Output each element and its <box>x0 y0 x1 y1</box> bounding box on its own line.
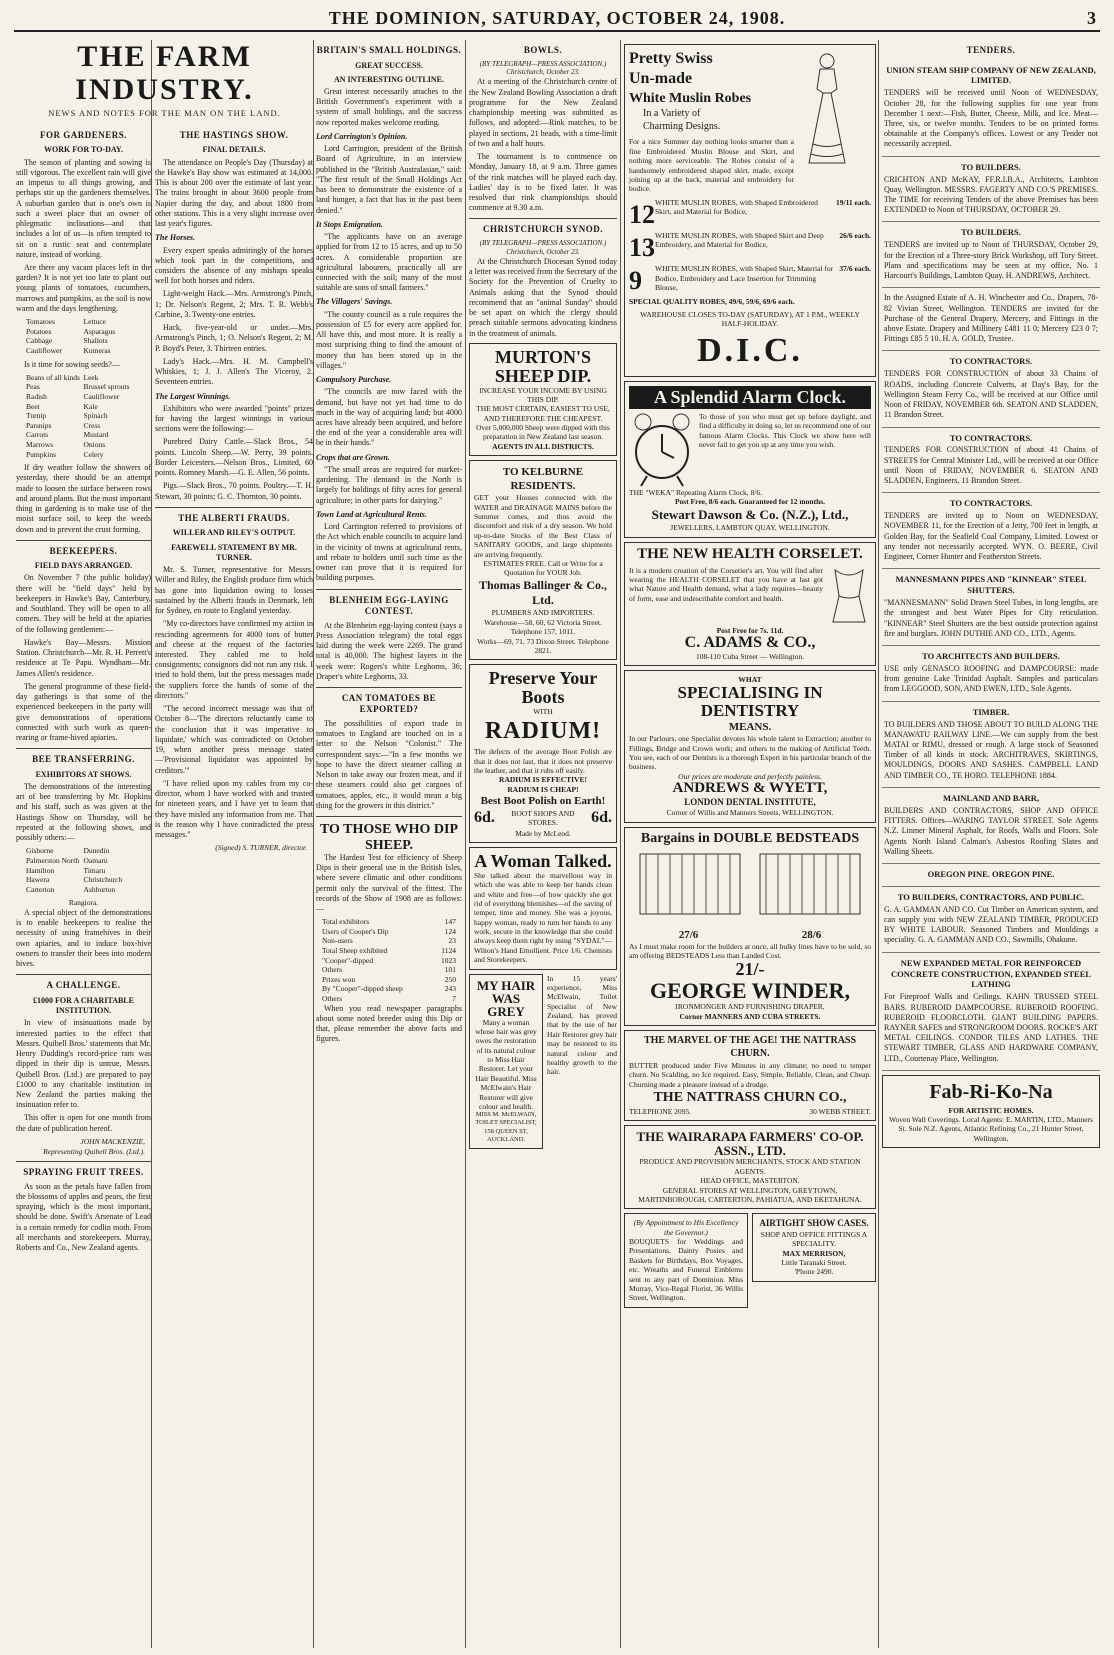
dip-ad-title: TO THOSE WHO DIP SHEEP. <box>319 822 459 853</box>
bowls-heading: BOWLS. <box>523 45 563 55</box>
alarm-clock-ad: A Splendid Alarm Clock. To those of you who must get up before daylight, and find a difficulty in doing so, let us recommend one of our famous Alarm Clocks. This Clock we show here will never fail to get you up at any time you wish. THE "WEKA" Repeating Alarm Clock, 8/6. Post Free, 8/6 each. Guaranteed for 12 months. Stewart Dawson & Co. (N.Z.), Ltd., JEWELLERS, LAMBTON QUAY, WELLINGTON. <box>624 381 876 538</box>
tender-item: UNION STEAM SHIP COMPANY OF NEW ZEALAND, LIMITED. TENDERS will be received until Noon of WEDNESDAY, October 28, for the following supplies for one year from December 1 next:—Fish, Butter, Cheese, Milk, and Ice. Meat—Three, six, or twelve months. Tenders to be on printed forms obtainable at the Company's offices. Lowest or any Tender not necessarily accepted. <box>882 60 1100 157</box>
column-rule <box>313 40 314 1648</box>
woman-talked-ad: A Woman Talked. She talked about the marvellous way in which she was able to keep her hands clean and white and free—of how quickly she got rid of everything blemishes—of the saving of temper, time and money. She was a joyous, happy woman, ready to turn her hands to any work, secure in the knowledge that she could always keep them right by using "SYDAL"—Wilton's Hand Emollient. Price 1/6. Chemists and Storekeepers. <box>469 847 617 970</box>
paragraph: "The applicants have on an average applied for from 12 to 15 acres, and up to 50 acres. A considerable proportion are agricultural labourers, practically all are connected with the soil; many of the most suitable are sons of small farmers." <box>316 232 462 293</box>
dress-illustration-icon <box>787 49 867 167</box>
tender-item: MANNESMANN PIPES AND "KINNEAR" STEEL SHUTTERS. "MANNESMANN" Solid Drawn Steel Tubes, in long lengths, are the strongest and best Water Pipes for City reticulation. "KINNEAR" Steel Shutters are the best outside protection against fire and burglars. JOHN DUTHIE AND CO., LTD., Agents. <box>882 569 1100 646</box>
paragraph: At the Christchurch Diocesan Synod today a letter was received from the Secretary of the Society for the Prevention of Cruelty to Animals asking that the Synod should recommend that an "animal Sunday" should be set apart on which the clergy should preach suitable sermons advocating kindness in the treatment of animals. <box>469 256 617 338</box>
tender-item: TO BUILDERS. CRICHTON AND McKAY, FF.R.I.B.A., Architects, Lambton Quay, Wellington. MESSRS. FAGERTY AND CO.'S PREMISES. The TIME for receiving Tenders of the above Premises has been EXTENDED to Noon of THURSDAY, OCTOBER 29. <box>882 157 1100 223</box>
paragraph: The tournament is to commence on Monday, January 18, at 9 a.m. Three games of the rink matches will be played each day. Ladies' day is to be fixed later. It was resolved that rink championships should commence at 9.30 a.m. <box>469 152 617 213</box>
paragraph: The possibilities of export trade in tomatoes to England are touched on in a letter to the Nelson "Colonist." The correspondent says:—"In a few months we hope to have the direct steamer calling at Nelson to take away our frozen meat, and if these steamers could also get cargoes of tomatoes, apples, etc., it would mean a big thing for the growers in this district." <box>316 719 462 810</box>
paragraph: Hawke's Bay—Messrs. Mission Station. Christchurch—Mr. R. H. Perrett's residence at Te Papu. Wyndham—Mr. James Allen's residence. <box>16 637 151 678</box>
advertisements-column <box>624 40 876 1648</box>
gardeners-heading: FOR GARDENERS. <box>39 129 127 140</box>
farm-subtitle: NEWS AND NOTES FOR THE MAN ON THE LAND. <box>48 108 281 118</box>
bedstead-illustration-icon <box>632 846 868 924</box>
synod-heading: CHRISTCHURCH SYNOD. <box>482 224 603 235</box>
paragraph: "The county council as a rule requires the possession of £5 for every acre applied for. All have this, and most more. It is really a most surprising thing to find the amount of money that has been stored up in the villages." <box>316 309 462 370</box>
fabrikona-ad: Fab-Ri-Ko-Na FOR ARTISTIC HOMES. Woven Wall Coverings. Local Agents: E. MARTIN, LTD., Manners St. Sole N.Z. Agents, Atlantic Refining Co., 21 Hunter Street, Wellington. <box>882 1075 1100 1148</box>
paragraph: Is it time for sowing seeds?— <box>24 359 120 369</box>
paragraph: When you read newspaper paragraphs about some noted breeder using this Dip or that, please remember the above facts and figures. <box>316 1003 462 1044</box>
tender-item: TO CONTRACTORS. TENDERS FOR CONSTRUCTION of about 41 Chains of STREETS for Central Minister Ltd., will be received at our Office until Noon of FRIDAY, NOVEMBER 6. SEATON AND SLADDEN, Engineers, 11 Brandon Street. <box>882 428 1100 494</box>
paragraph: The demonstrations of the interesting art of bee transferring by Mr. Hopkins and his staff, such as was given at the Hastings Show on Thursday, will be repeated at the following shows, and possibly others:— <box>16 781 151 843</box>
tender-item: TO CONTRACTORS. TENDERS are invited up to Noon on WEDNESDAY, NOVEMBER 11, for the Erection of a Jetty, 700 feet in length, at Golden Bay, for the Seafield Coal Company, Limited. Lowest or any tender not necessarily accepted. WYN. O. BEERE, Civil Engineer, Corner Hunter and Featherston Streets. <box>882 493 1100 569</box>
paragraph: The attendance on People's Day (Thursday) at the Hawke's Bay show was estimated at 14,000. This is about 200 over the estimate of last year. The trains brought in about 3600 people from Napier during the day, and about 1800 from other stations. This is a very slight increase over last year's figures. <box>155 157 313 229</box>
tenders-column <box>882 40 1100 1648</box>
spraying-heading: SPRAYING FRUIT TREES. <box>23 1167 144 1178</box>
tomatoes-heading: CAN TOMATOES BE EXPORTED? <box>341 692 437 715</box>
hastings-heading: THE HASTINGS SHOW. <box>179 129 289 140</box>
paragraph: Hack, five-year-old or under.—Mrs. Armstrong's Pinch, 1; O. Nelson's Regent, 2; M. P. Boyd's Peter, 3. Thirteen entries. <box>155 323 313 353</box>
tender-item: TO BUILDERS, CONTRACTORS, AND PUBLIC. G. A. GAMMAN AND CO. Cut Timber on American system, and can supply you with NEW ZEALAND TIMBER, PRODUCED BY WHITE LABOUR. Seasoned Timbers and Mouldings a speciality. G. A. GAMMAN AND CO., Sawmills, Ohakune. <box>882 887 1100 953</box>
alarm-clock-icon <box>629 412 695 488</box>
seed-list-2: Beans of all kinds Peas Radish Beet Turnip Parsnips Carrots Marrows Pumpkins Leek Brussel sprouts Cauliflower Kale Spinach Cress Mustard Onions Celery <box>26 372 130 459</box>
paragraph: At a meeting of the Christchurch centre of the New Zealand Bowling Association a draft programme for the New Zealand championship meeting was submitted as follows, and adopted:—Rink matches, to be played in sections, 21 heads, with a time-limit of two and a half hours. <box>469 77 617 148</box>
paragraph: On November 7 (the public holiday) there will be "field days" held by beekeepers in Hawke's Bay, Canterbury, and Southland. They will be open to all comers. They will be held at the apiaries of the following gentlemen:— <box>16 573 151 634</box>
paragraph: Light-weight Hack.—Mrs. Armstrong's Pinch, 1; Dr. Nelson's Regent, 2; Mrs. T. R. Webb's Carbine, 3. Twenty-one entries. <box>155 289 313 319</box>
alberti-heading: THE ALBERTI FRAUDS. <box>178 512 290 523</box>
challenge-sub: £1000 FOR A CHARITABLE INSTITUTION. <box>33 995 134 1016</box>
farm-industry-section <box>16 40 313 1648</box>
paragraph: The season of planting and sowing is still vigorous. The excellent rain will give an impetus to all things growing, and perhaps stir up the gardeners themselves. A suburban garden that is one's own is such a sweet place that an owner of phlegmatic inclinations—and that includes a lot of us—is often tempted to sit on a rustic seat and contemplate nature, instead of working. <box>16 157 151 259</box>
paragraph: Exhibitors who were awarded "points" prizes for having the largest winnings in various sections were the following:— <box>155 403 313 434</box>
airtight-show-cases-ad: AIRTIGHT SHOW CASES. SHOP AND OFFICE FITTINGS A SPECIALITY. MAX MERRISON, Little Taranaki Street. 'Phone 2490. <box>752 1213 876 1281</box>
challenge-heading: A CHALLENGE. <box>46 980 121 991</box>
paragraph: "The second incorrect message was that of October 8—'The directors reluctantly came to the conclusion that it was imperative to liquidate,' which was contradicted on October 19, when another press message stated—'Provisional liquidator was appointed by creditors.'" <box>155 704 313 775</box>
exhibitors-heading: EXHIBITORS AT SHOWS. <box>35 769 132 779</box>
tenders-heading: TENDERS. <box>966 45 1016 55</box>
corset-icon <box>827 566 871 626</box>
tender-item: TO BUILDERS. TENDERS are invited up to Noon of THURSDAY, October 29, for the Erection of a Three-story Brick Workshop, off Tory Street. Plans and specifications may be seen at my office, No. 1 Harcourt's Buildings, Lambton Quay. H. ANDREWS, Architect. <box>882 222 1100 288</box>
paragraph: This offer is open for one month from the date of publication hereof. <box>16 1113 151 1133</box>
bee-transferring-heading: BEE TRANSFERRING. <box>32 754 135 765</box>
hastings-sub: FINAL DETAILS. <box>202 145 266 155</box>
beekeepers-heading: BEEKEEPERS. <box>49 545 118 556</box>
murton-sheep-dip-ad: MURTON'S SHEEP DIP. INCREASE YOUR INCOME BY USING THIS DIP. THE MOST CERTAIN, EASIEST TO USE, AND THEREFORE THE CHEAPEST. Over 5,000,000 Sheep were dipped with this preparation in New Zealand last season. AGENTS IN ALL DISTRICTS. <box>469 343 617 456</box>
field-days-heading: FIELD DAYS ARRANGED. <box>34 561 133 571</box>
paragraph: "The small areas are required for market-gardening. The demand in the North is largely for holdings of fifty acres for general agriculture; in other parts for dairying." <box>316 464 462 505</box>
swiss-muslin-ad: Pretty Swiss Un-made White Muslin Robes In a Variety of Charming Designs. For a nice Summer day nothing looks smarter than a fine Embroidered Muslin Blouse and Skirt, and nothing more serviceable. The Robes consist of a handsomely embroidered shaped skirt, made, except joining up at the back, material and embroidery for bodice. 12 WHITE MUSLIN ROBES, with Shaped Embroidered Skirt, and Material for Bodice, 19/11 each. 13 WHITE MUSLIN ROBES, with Shaped Skirt and Deep Embroidery, and Material for Bodice, 26/6 each. 9 WHITE MUSLIN ROBES, with Shaped Skirt, Material for Bodice, Embroidery and Lace Insertion for Trimming Blouse, 37/6 each. SPECIAL QUALITY ROBES, 49/6, 59/6, 69/6 each. WAREHOUSE CLOSES TO-DAY (SATURDAY), AT 1 P.M., WEEKLY HALF-HOLIDAY. D.I.C. <box>624 44 876 377</box>
paragraph: A special object of the demonstrations is to enable beekeepers to realise the necessity of using framehives in their own apiaries, and to induce box-hive owners to transfer their bees into modern hives. <box>16 907 151 969</box>
grey-hair-ad: MY HAIR WAS GREY Many a woman whose hair was grey owes the restoration of its natural colour to Miss Hair Restorer. Let your Hair Beautiful. Miss McElwain's Hair Restorer will give colour and health. MISS M. McELWAIN, TOILET SPECIALIST, 158 QUEEN ST, AUCKLAND. <box>469 974 543 1149</box>
farm-column-2: THE HASTINGS SHOW. FINAL DETAILS. The attendance on People's Day (Thursday) at the Hawke's Bay show was estimated at 14,000. This is about 200 over the estimate of last year. The trains brought in about 3600 people from Napier during the day, and about 1800 from other stations. This is a very slight increase over last year's figures. The Horses. Every expert speaks admiringly of the horses which took part in the competitions, and considers the absence of any mishaps speaks well for both horses and riders. Light-weight Hack.—Mrs. Armstrong's Pinch, 1; Dr. Nelson's Regent, 2; Mrs. T. R. Webb's Carbine, 3. Twenty-one entries. Hack, five-year-old or under.—Mrs. Armstrong's Pinch, 1; O. Nelson's Regent, 2; M. P. Boyd's Peter, 3. Thirteen entries. Lady's Hack.—Mrs. H. M. Campbell's Whiskies, 1; J. J. Allen's The Viceroy, 2. Seventeen entries. The Largest Winnings. Exhibitors who were awarded "points" prizes for having the largest winnings in various sections were the following:— Purebred Dairy Cattle.—Slack Bros., 54 points. Lincoln Sheep.—W. Perry, 39 points. Border Leicesters.—Nelson Bros., Limited, 60 points. Romney Marsh.—G. E. Allen, 56 points. Pigs.—Slack Bros., 70 points. Poultry.—T. H. Stewart, 30 points; G. C. Thornton, 30 points. THE ALBERTI FRAUDS. WILLER AND RILEY'S OUTPUT. FAREWELL STATEMENT BY MR. TURNER. Mr. S. Turner, representative for Messrs. Willer and Riley, the English produce firm which has gone into liquidation owing to losses sustained by the Alberti frauds in Denmark, left for Sydney, en route to England yesterday. "My co-directors have confirmed my action in rescinding agreements for 4000 tons of butter and cheese at the request of the factories interested. They cabled me to hold consignments; consignors did not run any risk. I tried to hold them, but the press messages made the suppliers force the hands of some of the directors." "The second incorrect message was that of October 8—'The directors reluctantly came to the conclusion that it was imperative to liquidate,' which was contradicted on October 19, when another press message stated—'Provisional liquidator was appointed by creditors.'" "I have relied upon my cables from my co-director, whom I have worked with and trusted for nineteen years, and I have yet to learn that they have misled any information from me. That is the reason why I have contradicted the press messages." (Signed) S. TURNER, director. <box>155 129 313 853</box>
farm-title: THE FARM INDUSTRY. <box>75 40 254 106</box>
paragraph: The Hardest Test for efficiency of Sheep Dips is their general use in the British Isles, where severe climatic and other conditions permit only the survival of the fittest. The records of the Show of 1908 are as follows:— <box>316 852 462 914</box>
paragraph: At the Blenheim egg-laying contest (says a Press Association telegram) the total eggs laid during the week were 2269. The grand total is 40,000. The highest layers in the week were: Rogers's white Leghorns, 36; Draper's white Leghorns, 33. <box>316 620 462 681</box>
health-corselet-ad: THE NEW HEALTH CORSELET. It is a modern creation of the Corsetier's art. You will find after wearing the HEALTH CORSELET that you have at last got what Nature and Health demand, what a lady requires—beauty of form, ease and indescribable comfort and health. Post Free for 7s. 11d. C. ADAMS & CO., 108-110 Cuba Street — Wellington. <box>624 542 876 666</box>
paragraph: "I have relied upon my cables from my co-director, whom I have worked with and trusted for nineteen years, and I have yet to learn that they have misled any information from me. That is the reason why I have contradicted the press messages." <box>155 778 313 839</box>
dentistry-ad: WHAT SPECIALISING IN DENTISTRY MEANS. In our Parlours, one Specialist devotes his whole talent to Extraction; another to Fillings, Bridge and Crown work; and others to the making of Artificial Teeth. You see, each of our Dentists is a thorough Expert in his particular branch of the business. Our prices are moderate and perfectly painless. ANDREWS & WYETT, LONDON DENTAL INSTITUTE, Corner of Willis and Manners Streets, WELLINGTON. <box>624 670 876 823</box>
egg-contest-heading: BLENHEIM EGG-LAYING CONTEST. <box>329 594 449 617</box>
paragraph: "My co-directors have confirmed my action in rescinding agreements for 4000 tons of butter and cheese at the request of the factories interested. They cabled me to hold consignments; consignors did not run any risk. I tried to hold them, but the press messages made the suppliers force the hands of some of the directors." <box>155 619 313 700</box>
paragraph: Are there any vacant places left in the garden? It is not yet too late to plant out young plants of tomatoes, cucumbers, marrows and pumpkins, as the soil is now warm and the days lengthening. <box>16 262 151 313</box>
towns-list: Gisborne Palmerston North Hamilton Hawera Carterton Dunedin Oamaru Timaru Christchurch Ashburton <box>26 846 123 894</box>
column-rule <box>620 40 621 1648</box>
small-holdings-column: BRITAIN'S SMALL HOLDINGS. GREAT SUCCESS. AN INTERESTING OUTLINE. Great interest necessarily attaches to the British Government's experiment with a system of small holdings, and the success now reported makes welcome reading. Lord Carrington's Opinion. Lord Carrington, president of the British Board of Agriculture, in an interview published in the "British Australasian," said: "The first result of the Small Holdings Act has been to demonstrate the existence of a land hunger, a fact that has in the past been denied." It Stops Emigration. "The applicants have on an average applied for from 12 to 15 acres, and up to 50 acres. A considerable proportion are agricultural labourers, practically all are connected with the soil; many of the most suitable are sons of small farmers." The Villagers' Savings. "The county council as a rule requires the possession of £5 for every acre applied for. All have this, and most more. It is really a most surprising thing to find the amount of money that has been stored up in the villages." Compulsory Purchase. "The councils are now faced with the demand, but have not yet had time to do much in the way of acquiring land; but 4000 acres have already been acquired, and before the end of the year a considerable area will be in their hands." Crops that are Grown. "The small areas are required for market-gardening. The demand in the North is largely for holdings of fifty acres for general agriculture; in other parts for dairying." Town Land at Agricultural Rents. Lord Carrington referred to provisions of the Act which enable councils to acquire land in the vicinity of towns at agricultural rents, and rebate to holders until such time as the owner can prove that it is required for building purposes. BLENHEIM EGG-LAYING CONTEST. At the Blenheim egg-laying contest (says a Press Association telegram) the total eggs laid during the week were 2269. The grand total is 40,000. The highest layers in the week were: Rogers's white Leghorns, 36; Draper's white Leghorns, 33. CAN TOMATOES BE EXPORTED? The possibilities of export trade in tomatoes to England are touched on in a letter to the Nelson "Colonist." The correspondent says:—"In a few months we hope to have the direct steamer calling at Nelson to take away our frozen meat, and if these steamers could also get cargoes of tomatoes, apples, etc., it would mean a big thing for the growers in this district." TO THOSE WHO DIP SHEEP. The Hardest Test for efficiency of Sheep Dips is their general use in the British Isles, where severe climatic and other conditions permit only the survival of the fittest. The records of the Show of 1908 are as follows:— Total exhibitors 147 Users of Cooper's Dip 124 Non-users 23 Total Sheep exhibited 1124 "Cooper"-dipped 1023 Others 101 Prizes won 250 By "Cooper"-dipped sheep 243 Others 7 When you read newspaper paragraphs about some noted breeder using this Dip or that, please remember the above facts and figures. <box>316 45 462 1044</box>
tender-item: OREGON PINE. OREGON PINE. <box>882 864 1100 887</box>
page-number: 3 <box>1087 8 1096 28</box>
paragraph: In view of insinuations made by interested parties to the effect that Messrs. Quibell Bros.' statements that Mr. Henry Dudding's record-price ram was dipped in their dip is untrue, Messrs. Quibell Bros. (Ltd.) are prepared to pay £1000 to any charitable institution in New Zealand the parties making the insinuation refer to. <box>16 1018 151 1110</box>
farm-column-1: FOR GARDENERS. WORK FOR TO-DAY. The season of planting and sowing is still vigorous. The excellent rain will give an impetus to all things growing, and perhaps stir up the gardeners themselves. A suburban garden that is one's own is such a sweet place that an owner of phlegmatic inclinations—and that includes a lot of us—is often tempted to sit on a rustic seat and contemplate nature, instead of working. Are there any vacant places left in the garden? It is not yet too late to plant out young plants of tomatoes, cucumbers, marrows and pumpkins, as the soil is now warm and the days lengthening. Tomatoes Potatoes Cabbage Cauliflower Lettuce Asparagus Shallots Kumeras Is it time for sowing seeds?— Beans of all kinds Peas Radish Beet Turnip Parsnips Carrots Marrows Pumpkins Leek Brussel sprouts Cauliflower Kale Spinach Cress Mustard Onions Celery If dry weather follow the showers of yesterday, there should be an attempt made to loosen the surface between rows and around plants. But the most important thing in gardening is to make use of the moist surface soil, to keep the weeds down and to prevent the crust forming. BEEKEEPERS. FIELD DAYS ARRANGED. On November 7 (the public holiday) there will be "field days" held by beekeepers in Hawke's Bay, Canterbury, and Southland. They will be open to all comers. They will be held at the apiaries of the following gentlemen:— Hawke's Bay—Messrs. Mission Station. Christchurch—Mr. R. H. Perrett's residence at Te Papu. Wyndham—Mr. James Allen's residence. The general programme of these field-day gatherings is that some of the experienced beekeepers in the party will give demonstrations of operations connected with such work as queen-rearing or frame-hived apiaries. BEE TRANSFERRING. EXHIBITORS AT SHOWS. The demonstrations of the interesting art of bee transferring by Mr. Hopkins and his staff, such as was given at the Hastings Show on Thursday, will be repeated at the following shows, and possibly others:— Gisborne Palmerston North Hamilton Hawera Carterton Dunedin Oamaru Timaru Christchurch Ashburton Rangiora. A special object of the demonstrations is to enable beekeepers to realise the necessity of using framehives in their own apiaries, and to induce box-hive owners to transfer their bees into modern hives. A CHALLENGE. £1000 FOR A CHARITABLE INSTITUTION. In view of insinuations made by interested parties to the effect that Messrs. Quibell Bros.' statements that Mr. Henry Dudding's record-price ram was dipped in their dip is untrue, Messrs. Quibell Bros. (Ltd.) are prepared to pay £1000 to any charitable institution in New Zealand the parties making the insinuation refer to. This offer is open for one month from the date of publication hereof. JOHN MACKENZIE, Representing Quibell Bros. (Ltd.). SPRAYING FRUIT TREES. As soon as the petals have fallen from the blossoms of apples and pears, the first spraying, which is the most important, should be done. Swift's Arsenate of Lead is a certain remedy for codlin moth. From all merchants and storekeepers. Murray, Roberts and Co., New Zealand agents. <box>16 129 151 1253</box>
tender-item: TO CONTRACTORS. TENDERS FOR CONSTRUCTION of about 33 Chains of ROADS, including Concrete Culverts, at Day's Bay, for the Wellington Steam Ferry Co., will be received at our Office until Noon of FRIDAY, NOVEMBER 6th. SEATON AND SLADDEN, 11 Brandon Street. <box>882 351 1100 427</box>
bouquets-ad: (By Appointment to His Excellency the Governor.) BOUQUETS for Weddings and Presentations, Dainty Posies and Baskets for Birthdays, Box Voyages, etc. Wreaths and Funeral Emblems sent to any part of Dominion. Miss Murray, Vice-Regal Florist, 36 Willis Street, Wellington. <box>624 1213 748 1307</box>
paragraph: Great interest necessarily attaches to the British Government's experiment with a system of small holdings, and the success now reported makes welcome reading. <box>316 86 462 127</box>
paragraph: Every expert speaks admiringly of the horses which took part in the competitions, and considers the absence of any mishaps speaks well for both horses and riders. <box>155 245 313 286</box>
tender-item: TO ARCHITECTS AND BUILDERS. USE only GENASCO ROOFING and DAMPCOURSE: made from genuine Lake Trinidad Asphalt. Samples and particulars from LEGGOOD, SON, AND EWEN, LTD., Sole Agents. <box>882 646 1100 702</box>
paragraph: The general programme of these field-day gatherings is that some of the experienced beekeepers in the party will give demonstrations of operations connected with such work as queen-rearing or frame-hived apiaries. <box>16 681 151 742</box>
column-rule <box>465 40 466 1648</box>
paragraph: Purebred Dairy Cattle.—Slack Bros., 54 points. Lincoln Sheep.—W. Perry, 39 points. Border Leicesters.—Nelson Bros., Limited, 60 points. Romney Marsh.—G. E. Allen, 56 points. <box>155 437 313 478</box>
wairarapa-farmers-ad: THE WAIRARAPA FARMERS' CO-OP. ASSN., LTD. PRODUCE AND PROVISION MERCHANTS, STOCK AND STATION AGENTS. HEAD OFFICE, MASTERTON. GENERAL STORES AT WELLINGTON, GREYTOWN, MARTINBOROUGH, CARTERTON, PAHIATUA, AND EKETAHUNA. <box>624 1125 876 1209</box>
masthead <box>14 8 1100 32</box>
bedsteads-ad: Bargains in DOUBLE BEDSTEADS 27/6 28/6 As I must make room for the builders at once, all bulky lines have to be sold, so am offering BEDSTEADS Less than Landed Cost. 21/- GEORGE WINDER, IRONMONGER AND FURNISHING DRAPER, Corner MANNERS AND CUBA STREETS. <box>624 827 876 1026</box>
nattrass-churn-ad: THE MARVEL OF THE AGE! THE NATTRASS CHURN. BUTTER produced under Five Minutes in any climate; no need to temper churn. No Scalding, no Ice required. Easy, Simple, Reliable, Clean, and Cheap. Churning made a pleasure instead of a drudge. THE NATTRASS CHURN CO., TELEPHONE 2095. 30 WEBB STREET. <box>624 1030 876 1121</box>
bowls-column: BOWLS. (BY TELEGRAPH—PRESS ASSOCIATION.) Christchurch, October 23. At a meeting of the Christchurch centre of the New Zealand Bowling Association a draft programme for the New Zealand championship meeting was submitted as follows, and adopted:—Rink matches, to be played in sections, 21 heads, with a time-limit of two and a half hours. The tournament is to commence on Monday, January 18, at 9 a.m. Three games of the rink matches will be played each day. Ladies' day is to be fixed later. It was resolved that rink championships should commence at 9.30 a.m. CHRISTCHURCH SYNOD. (BY TELEGRAPH—PRESS ASSOCIATION.) Christchurch, October 23. At the Christchurch Diocesan Synod today a letter was received from the Secretary of the Society for the Prevention of Cruelty to Animals asking that the Synod should recommend that an "animal Sunday" should be set apart on which the clergy should preach suitable sermons advocating kindness in the treatment of animals. MURTON'S SHEEP DIP. INCREASE YOUR INCOME BY USING THIS DIP. THE MOST CERTAIN, EASIEST TO USE, AND THEREFORE THE CHEAPEST. Over 5,000,000 Sheep were dipped with this preparation in New Zealand last season. AGENTS IN ALL DISTRICTS. TO KELBURNE RESIDENTS. GET your Houses connected with the WATER and DRAINAGE MAINS before the Summer comes, and thus avoid the discomfort and risk of a dry season. We hold up-to-date Stocks of the Best Class of SANITARY GOODS, and large shipments are arriving frequently. ESTIMATES FREE. Call or Write for a Quotation for YOUR Job. Thomas Ballinger & Co., Ltd. PLUMBERS AND IMPORTERS. Warehouse—58, 60, 62 Victoria Street. Telephone 157, 1011. Works—69, 71, 73 Dixon Street. Telephone 2821. Preserve Your Boots WITH RADIUM! The defects of the average Boot Polish are that it does not last, that it does not preserve the leather, and that it rubs off easily. RADIUM IS EFFECTIVE! RADIUM IS CHEAP! Best Boot Polish on Earth! 6d. BOOT SHOPS AND STORES. 6d. Made by McLeod. A Woman Talked. She talked about the marvellous way in which she was able to keep her hands clean and white and free—of how quickly she got rid of everything blemishes—of the saving of temper, time and money. She was a joyous, happy woman, ready to turn her hands to any work, secure in the knowledge that she could always keep them right by using "SYDAL"—Wilton's Hand Emollient. Price 1/6. Chemists and Storekeepers. MY HAIR WAS GREY Many a woman whose hair was grey owes the restoration of its natural colour to Miss Hair Restorer. Let your Hair Beautiful. Miss McElwain's Hair Restorer will give colour and health. MISS M. McELWAIN, TOILET SPECIALIST, 158 QUEEN ST, AUCKLAND. In 15 years' experience, Miss McElwain, Toilet Specialist of New Zealand, has proved that by the use of her Hair Restorer grey hair may be restored to its natural colour and healthy growth to the hair. <box>469 40 617 1648</box>
tender-item: MAINLAND AND BARR, BUILDERS AND CONTRACTORS, SHOP AND OFFICE FITTERS. Offices—WARING TAYLOR STREET. Sole Agents N.Z. Linmer Mineral Asphalt, for Roofs, Walls and Floors. Sole Agents North Island Calman's Asbestos Roofing Slates and Walling Sheets. <box>882 788 1100 864</box>
tender-item: NEW EXPANDED METAL FOR REINFORCED CONCRETE CONSTRUCTION, EXPANDED STEEL LATHING For Fireproof Walls and Ceilings. KAHN TRUSSED STEEL BARS. RUBEROID DAMPCOURSE. RUBEROID ROOFING. RUBEROID FLOORCLOTH. GIANT BUILDING PAPERS. RAYNER SAFES and STRONGROOM DOORS. ROCKE'S ART METAL CEILINGS. CONDOR TILES AND LATHES. THE STEWART TIMBER, GLASS AND HARDWARE COMPANY, LTD., Courtenay Place, Wellington. <box>882 953 1100 1071</box>
bottom-ads-row <box>624 1213 876 1307</box>
paragraph: If dry weather follow the showers of yesterday, there should be an attempt made to loosen the surface between rows and around plants. But the most important thing in gardening is to make use of the moist surface soil, to keep the weeds down and to prevent the crust forming. <box>16 463 151 534</box>
dip-stats-table: Total exhibitors 147 Users of Cooper's Dip 124 Non-users 23 Total Sheep exhibited 1124 "Cooper"-dipped 1023 Others 101 Prizes won 250 By "Cooper"-dipped sheep 243 Others 7 <box>322 917 456 1004</box>
paragraph: Lord Carrington, president of the British Board of Agriculture, in an interview published in the "British Australasian," said: "The first result of the Small Holdings Act has been to demonstrate the existence of a land hunger, a fact that has in the past been denied." <box>316 144 462 215</box>
radium-polish-ad: Preserve Your Boots WITH RADIUM! The defects of the average Boot Polish are that it does not last, that it does not preserve the leather, and that it rubs off easily. RADIUM IS EFFECTIVE! RADIUM IS CHEAP! Best Boot Polish on Earth! 6d. BOOT SHOPS AND STORES. 6d. Made by McLeod. <box>469 664 617 843</box>
tender-item: TIMBER. TO BUILDERS AND THOSE ABOUT TO BUILD ALONG THE MANAWATU RAILWAY LINE.—We can supply from the best MATAI or RIMU, dressed or rough. A large stock of Seasoned Timber of all kinds in stock. ARCHITRAVES, SKIRTINGS, MOULDINGS, DOORS AND SASHES. CAMPBELL LAND AND TIMBER CO., TE HORO. TELEPHONE 1884. <box>882 702 1100 788</box>
tender-item: In the Assigned Estate of A. H. Winchester and Co., Drapers, 78-82 Vivian Street, Wellington. TENDERS are invited for the Purchase of the General Drapery, Mercery, and Fittings in the above Estate. Drapery and Millinery £481 11 0; Mercery £23 0 7; Fittings £85 5 10. H. A. GOLD, Trustee. <box>882 288 1100 351</box>
paragraph: Mr. S. Turner, representative for Messrs. Willer and Riley, the English produce firm which has gone into liquidation owing to losses sustained by the Alberti frauds in Denmark, left for Sydney, en route to England yesterday. <box>155 565 313 616</box>
masthead-title: THE DOMINION, SATURDAY, OCTOBER 24, 1908. <box>328 8 786 28</box>
column-rule <box>878 40 879 1648</box>
gardeners-subheading: WORK FOR TO-DAY. <box>44 145 123 155</box>
holdings-heading: BRITAIN'S SMALL HOLDINGS. <box>316 45 462 55</box>
paragraph: As soon as the petals have fallen from the blossoms of apples and pears, the first spraying, which is the most important, should be done. Swift's Arsenate of Lead is a certain remedy for codlin moth. From all merchants and storekeepers. Murray, Roberts and Co., New Zealand agents. <box>16 1181 151 1253</box>
paragraph: Lord Carrington referred to provisions of the Act which enable councils to acquire land in the vicinity of towns at agricultural rents, and rebate to holders until such time as the owner can prove that it is required for building purposes. <box>316 522 462 583</box>
paragraph: Pigs.—Slack Bros., 70 points. Poultry.—T. H. Stewart, 30 points; G. C. Thornton, 30 points. <box>155 481 313 501</box>
hair-ad-row: MY HAIR WAS GREY Many a woman whose hair was grey owes the restoration of its natural colour to Miss Hair Restorer. Let your Hair Beautiful. Miss McElwain's Hair Restorer will give colour and health. MISS M. McELWAIN, TOILET SPECIALIST, 158 QUEEN ST, AUCKLAND. In 15 years' experience, Miss McElwain, Toilet Specialist of New Zealand, has proved that by the use of her Hair Restorer grey hair may be restored to its natural colour and healthy growth to the hair. <box>469 974 617 1149</box>
paragraph: Lady's Hack.—Mrs. H. M. Campbell's Whiskies, 1; J. J. Allen's The Viceroy, 2. Seventeen entries. <box>155 356 313 387</box>
kelburne-ad: TO KELBURNE RESIDENTS. GET your Houses connected with the WATER and DRAINAGE MAINS before the Summer comes, and thus avoid the discomfort and risk of a dry season. We hold up-to-date Stocks of the Best Class of SANITARY GOODS, and large shipments are arriving frequently. ESTIMATES FREE. Call or Write for a Quotation for YOUR Job. Thomas Ballinger & Co., Ltd. PLUMBERS AND IMPORTERS. Warehouse—58, 60, 62 Victoria Street. Telephone 157, 1011. Works—69, 71, 73 Dixon Street. Telephone 2821. <box>469 460 617 660</box>
paragraph: "The councils are now faced with the demand, but have not yet had time to do much in the way of acquiring land; but 4000 acres have already been acquired, and before the end of the year a considerable area will be in their hands." <box>316 387 462 448</box>
seed-list-1: Tomatoes Potatoes Cabbage Cauliflower Lettuce Asparagus Shallots Kumeras <box>26 317 116 355</box>
